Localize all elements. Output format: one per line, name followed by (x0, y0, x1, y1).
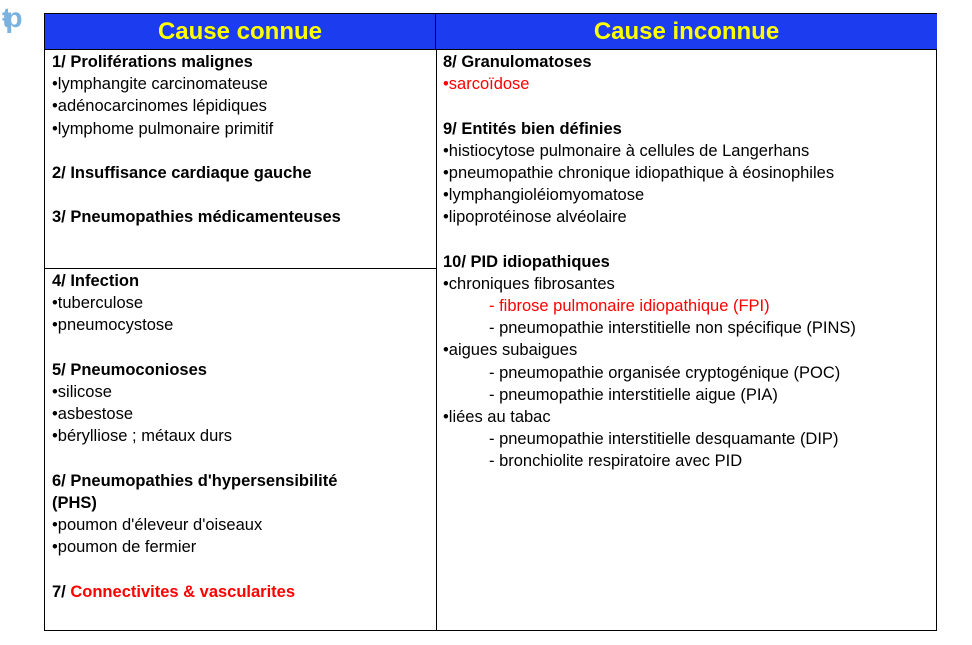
row-divider (45, 268, 436, 269)
list-item: •poumon d'éleveur d'oiseaux (52, 516, 263, 535)
list-item: •lymphangite carcinomateuse (52, 75, 268, 94)
list-item: •lymphome pulmonaire primitif (52, 119, 274, 138)
cell-known-bottom (52, 270, 432, 603)
list-item: •bérylliose ; métaux durs (52, 427, 233, 446)
column-divider (436, 50, 437, 630)
list-item: •histiocytose pulmonaire à cellules de Langerhans (443, 141, 810, 160)
list-item: •adénocarcinomes lépidiques (52, 97, 267, 116)
section-title: 1/ Proliférations malignes (52, 53, 253, 71)
causes-table (44, 13, 937, 631)
section-title: 9/ Entités bien définies (443, 119, 622, 138)
section-title: 8/ Granulomatoses (443, 53, 592, 71)
sub-item: - pneumopathie organisée cryptogénique (POC) (489, 363, 841, 382)
group-title: •aigues subaigues (443, 341, 578, 360)
section-title: 2/ Insuffisance cardiaque gauche (52, 163, 312, 182)
logo-icon: ŧp (2, 2, 17, 33)
list-item: •lymphangioléiomyomatose (443, 186, 645, 205)
section-title-cont: (PHS) (52, 493, 97, 512)
section-title: 5/ Pneumoconioses (52, 360, 207, 379)
sub-item: - pneumopathie interstitielle non spécifique (PINS) (489, 319, 856, 338)
header-unknown-cause: Cause inconnue (436, 14, 937, 50)
sub-item: - pneumopathie interstitielle aigue (PIA) (489, 385, 778, 404)
section-number: 7/ (52, 582, 71, 601)
section-title: 6/ Pneumopathies d'hypersensibilité (52, 471, 338, 490)
list-item: •pneumopathie chronique idiopathique à éosinophiles (443, 163, 835, 182)
cell-unknown (443, 51, 933, 473)
list-item-highlight: •sarcoïdose (443, 75, 530, 94)
section-title: 3/ Pneumopathies médicamenteuses (52, 208, 341, 227)
header-known-cause: Cause connue (45, 14, 436, 50)
list-item: •tuberculose (52, 294, 144, 313)
section-title: 4/ Infection (52, 272, 140, 290)
list-item: •poumon de fermier (52, 538, 197, 557)
list-item: •silicose (52, 382, 112, 401)
section-title (52, 581, 432, 603)
group-title: •liées au tabac (443, 408, 551, 426)
sub-item: - bronchiolite respiratoire avec PID (489, 452, 743, 471)
section-title: 10/ PID idiopathiques (443, 252, 610, 271)
list-item: •asbestose (52, 405, 133, 424)
section-title-highlight: Connectivites & vascularites (70, 582, 296, 601)
cell-known-top (52, 51, 432, 229)
sub-item-highlight: - fibrose pulmonaire idiopathique (FPI) (489, 297, 770, 316)
list-item: •pneumocystose (52, 316, 174, 335)
list-item: •lipoprotéinose alvéolaire (443, 208, 627, 227)
sub-item: - pneumopathie interstitielle desquamante (DIP) (489, 430, 839, 449)
group-title: •chroniques fibrosantes (443, 274, 615, 293)
